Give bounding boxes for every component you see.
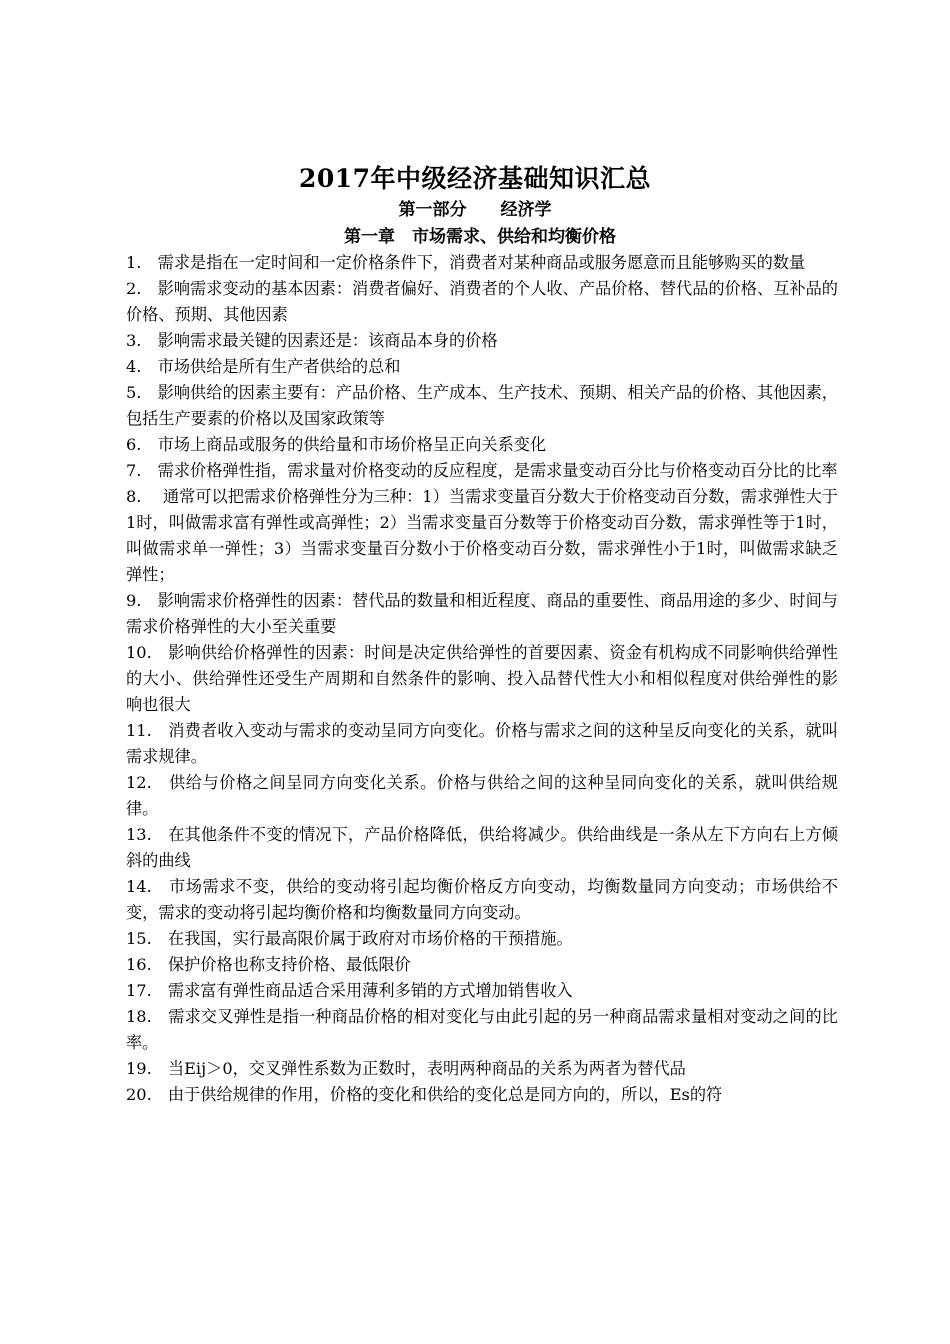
list-item: 11. 消费者收入变动与需求的变动呈同方向变化。价格与需求之间的这种呈反向变化的关系，就叫需求规律。 [126,721,838,766]
list-item: 14. 市场需求不变，供给的变动将引起均衡价格反方向变动，均衡数量同方向变动；市场供给不变，需求的变动将引起均衡价格和均衡数量同方向变动。 [126,877,838,922]
document-title: 2017年中级经济基础知识汇总 [298,164,652,193]
list-item: 12. 供给与价格之间呈同方向变化关系。价格与供给之间的这种呈同向变化的关系，就叫供给规律。 [126,773,838,818]
list-item: 13. 在其他条件不变的情况下，产品价格降低，供给将减少。供给曲线是一条从左下方向右上方倾斜的曲线 [126,825,838,870]
list-item: 10. 影响供给价格弹性的因素：时间是决定供给弹性的首要因素、资金有机构成不同影响供给弹性的大小、供给弹性还受生产周期和自然条件的影响、投入品替代性大小和相似程度对供给弹性的影响也很大 [126,643,838,714]
list-item: 20. 由于供给规律的作用，价格的变化和供给的变化总是同方向的，所以，Es的符 [126,1085,723,1104]
knowledge-point-list [126,250,838,1108]
list-item: 3. 影响需求最关键的因素还是：该商品本身的价格 [126,331,498,350]
list-item: 6. 市场上商品或服务的供给量和市场价格呈正向关系变化 [126,435,547,454]
list-item: 2. 影响需求变动的基本因素：消费者偏好、消费者的个人收、产品价格、替代品的价格、互补品的价格、预期、其他因素 [126,279,838,324]
chapter-heading: 第一章 市场需求、供给和均衡价格 [344,227,616,247]
list-item: 7. 需求价格弹性指，需求量对价格变动的反应程度，是需求量变动百分比与价格变动百分比的比率 [126,461,838,480]
list-item: 16. 保护价格也称支持价格、最低限价 [126,955,411,974]
list-item: 5. 影响供给的因素主要有：产品价格、生产成本、生产技术、预期、相关产品的价格、其他因素，包括生产要素的价格以及国家政策等 [126,383,838,428]
list-item: 19. 当Eij＞0，交叉弹性系数为正数时，表明两种商品的关系为两者为替代品 [126,1059,686,1078]
list-item: 15. 在我国，实行最高限价属于政府对市场价格的干预措施。 [126,929,573,948]
part-heading: 第一部分 经济学 [398,200,552,220]
list-item: 1. 需求是指在一定时间和一定价格条件下，消费者对某种商品或服务愿意而且能够购买的数量 [126,253,806,272]
list-item: 17. 需求富有弹性商品适合采用薄利多销的方式增加销售收入 [126,981,573,1000]
list-item: 9. 影响需求价格弹性的因素：替代品的数量和相近程度、商品的重要性、商品用途的多少、时间与需求价格弹性的大小至关重要 [126,591,838,636]
list-item: 18. 需求交叉弹性是指一种商品价格的相对变化与由此引起的另一种商品需求量相对变动之间的比率。 [126,1007,838,1052]
list-item: 8. 通常可以把需求价格弹性分为三种：1）当需求变量百分数大于价格变动百分数，需求弹性大于1时，叫做需求富有弹性或高弹性；2）当需求变量百分数等于价格变动百分数，需求弹性等于1时，叫做需求单一弹性；3）当需求变量百分数小于价格变动百分数，需求弹性小于1时，叫做需求缺乏弹性； [126,487,838,584]
list-item: 4. 市场供给是所有生产者供给的总和 [126,357,401,376]
